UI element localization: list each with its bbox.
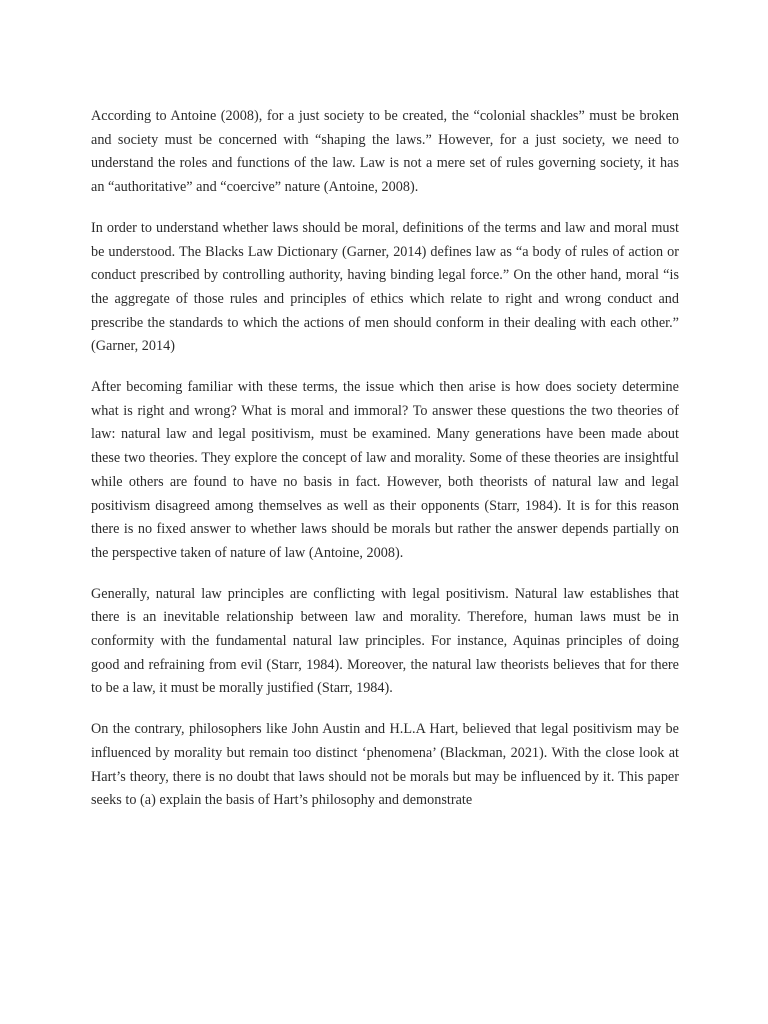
paragraph-4: Generally, natural law principles are conflicting with legal positivism. Natural law establishes that there is an inevitable relationship between law and morality. Therefore, human laws must be in conformity with the fundamental natural law principles. For instance, Aquinas principles of doing good and refraining from evil (Starr, 1984). Moreover, the natural law theorists believes that for there to be a law, it must be morally justified (Starr, 1984). <box>91 585 679 697</box>
paragraph-2: In order to understand whether laws should be moral, definitions of the terms and law and moral must be understood. The Blacks Law Dictionary (Garner, 2014) defines law as “a body of rules of action or conduct prescribed by controlling authority, having binding legal force.” On the other hand, moral “is the aggregate of those rules and principles of ethics which relate to right and wrong conduct and prescribe the standards to which the actions of men should conform in their dealing with each other.” (Garner, 2014) <box>91 219 679 355</box>
paragraph-1: According to Antoine (2008), for a just society to be created, the “colonial shackles” must be broken and society must be concerned with “shaping the laws.” However, for a just society, we need to understand the roles and functions of the law. Law is not a mere set of rules governing society, it has an “authoritative” and “coercive” nature (Antoine, 2008). <box>91 108 679 196</box>
document-body <box>91 105 679 830</box>
paragraph-3: After becoming familiar with these terms, the issue which then arise is how does society determine what is right and wrong? What is moral and immoral? To answer these questions the two theories of law: natural law and legal positivism, must be examined. Many generations have been made about these two theories. They explore the concept of law and morality. Some of these theories are insightful while others are found to have no basis in fact. However, both theorists of natural law and legal positivism disagreed among themselves as well as their opponents (Starr, 1984). It is for this reason there is no fixed answer to whether laws should be morals but rather the answer depends partially on the perspective taken of nature of law (Antoine, 2008). <box>91 379 679 561</box>
paragraph-5: On the contrary, philosophers like John Austin and H.L.A Hart, believed that legal positivism may be influenced by morality but remain too distinct ‘phenomena’ (Blackman, 2021). With the close look at Hart’s theory, there is no doubt that laws should not be morals but may be influenced by it. This paper seeks to (a) explain the basis of Hart’s philosophy and demonstrate <box>91 721 679 809</box>
